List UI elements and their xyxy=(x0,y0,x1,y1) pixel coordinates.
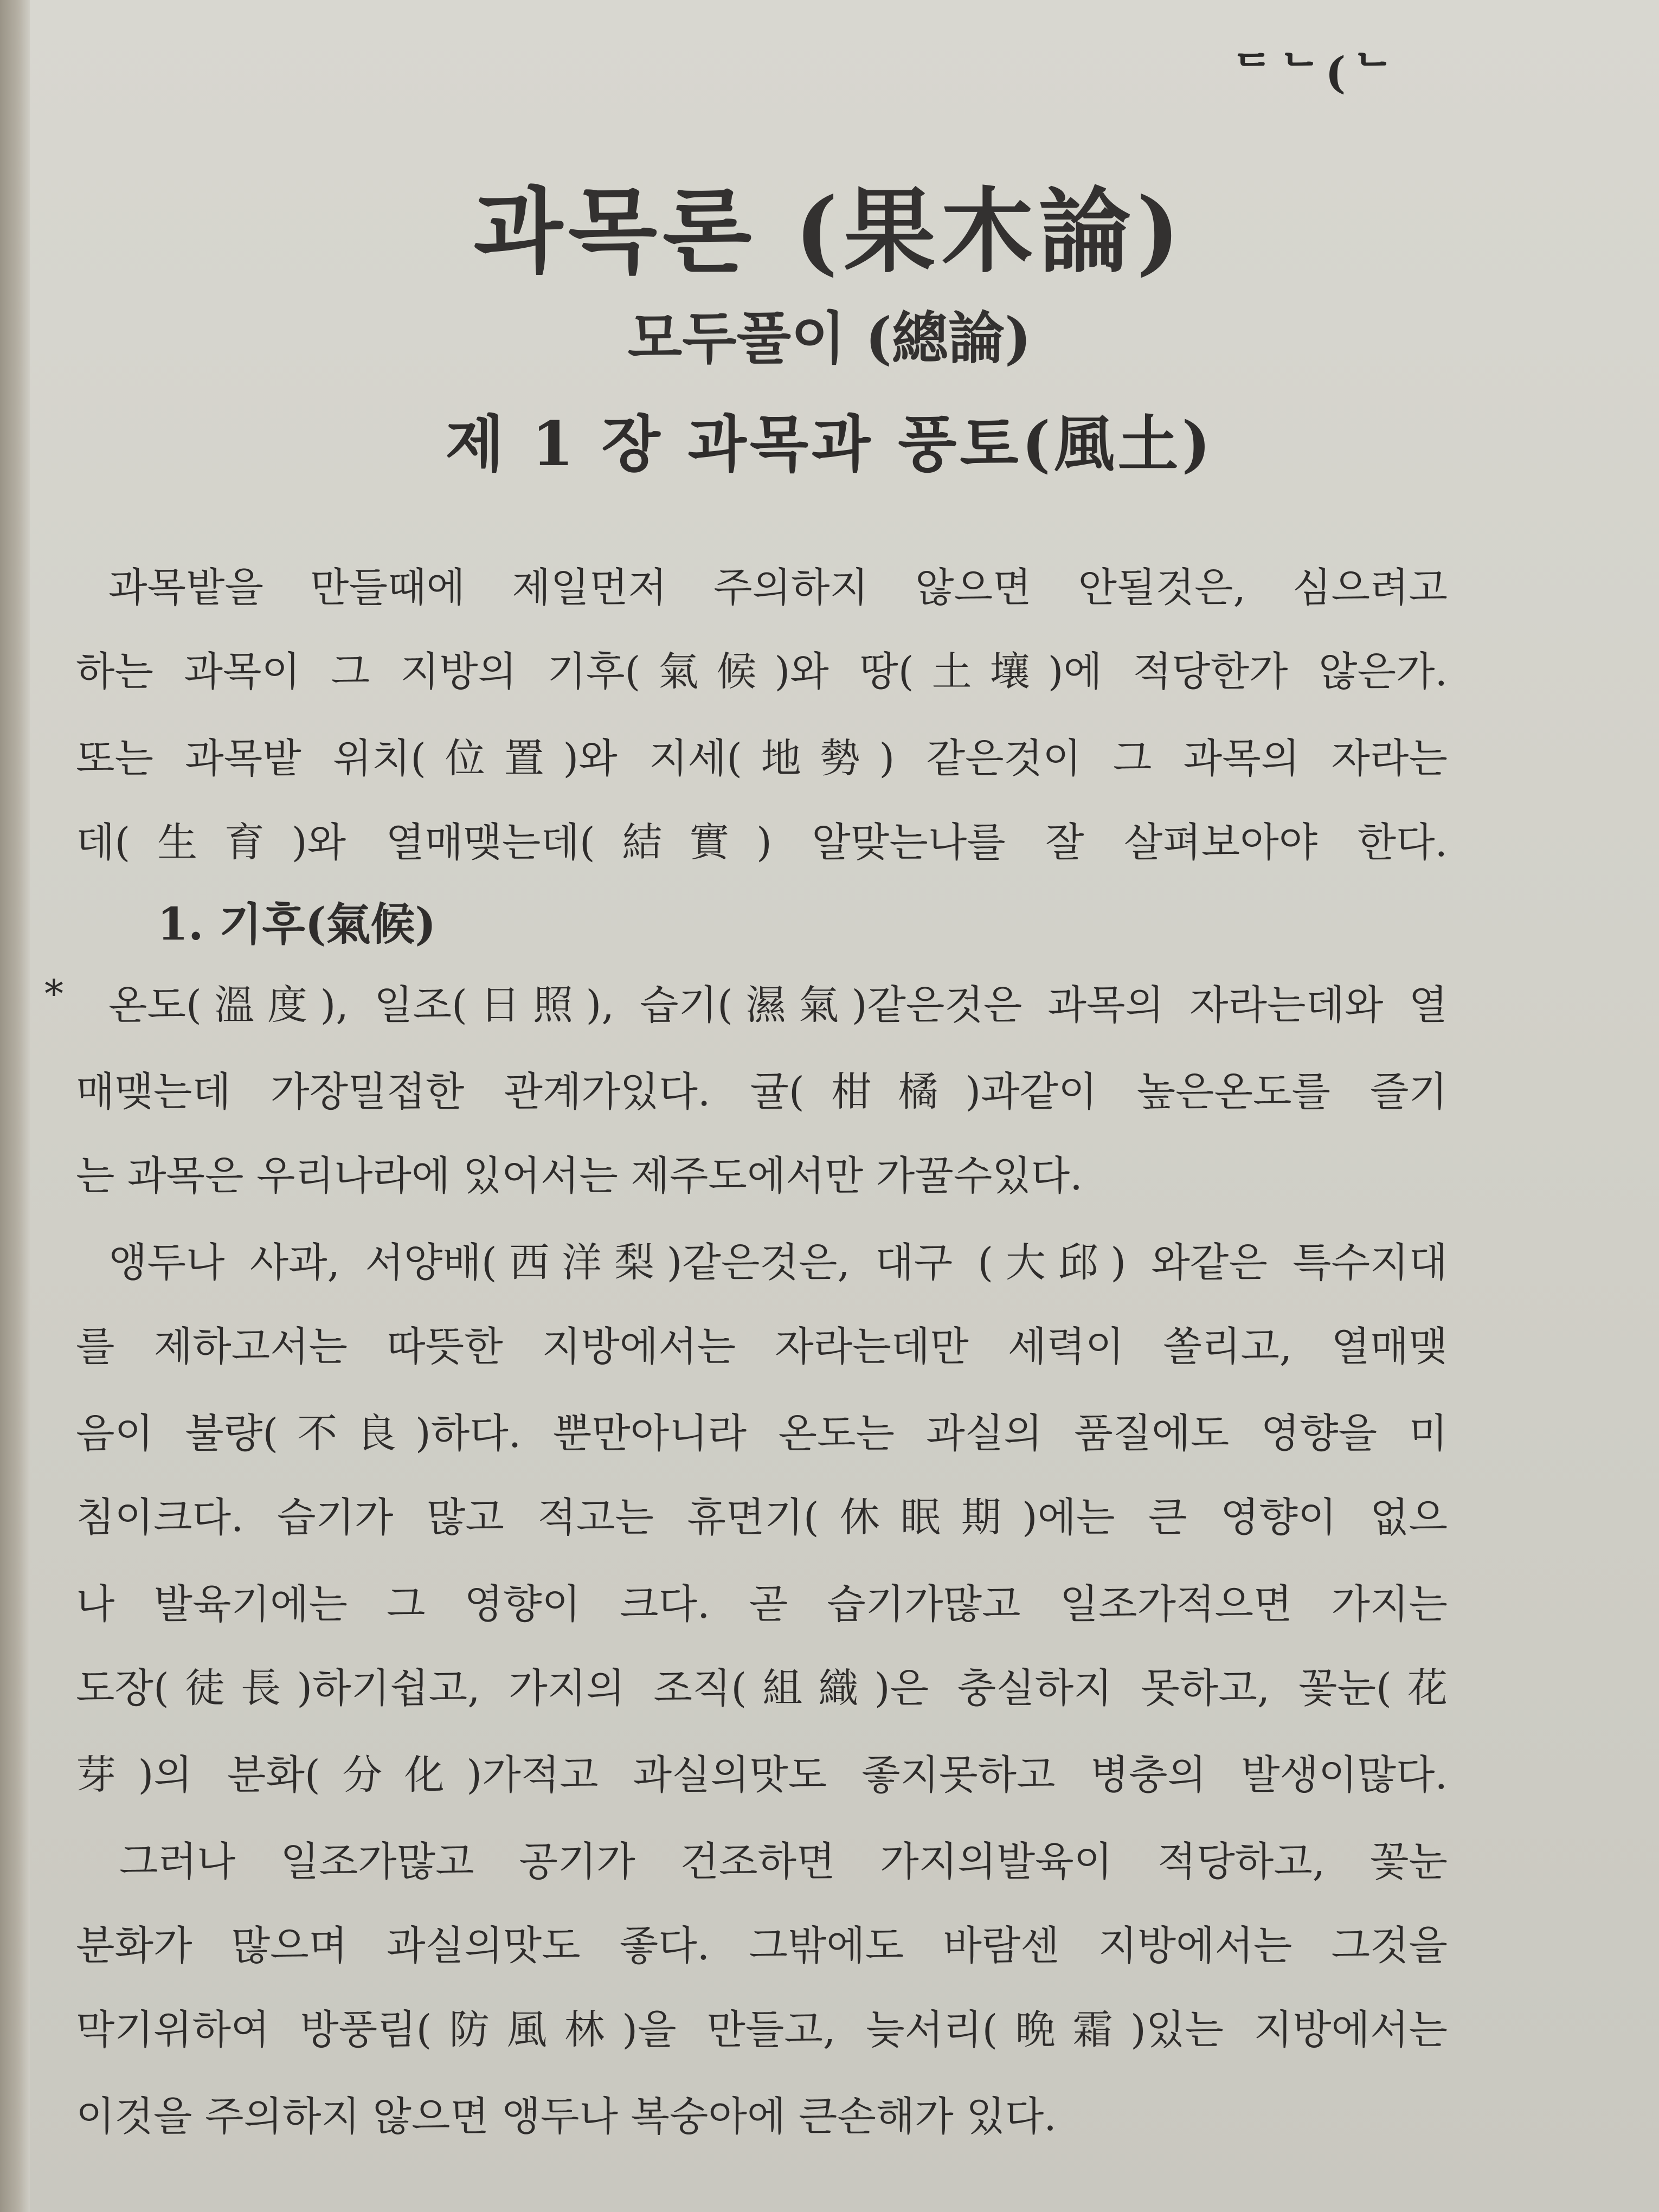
page-number-mark: ᄃᄂ(ᄂ xyxy=(1231,47,1399,98)
section-heading-climate: 1. 기후(氣候) xyxy=(157,898,436,950)
para2-line-7: 芽)의 분화(分化)가적고 과실의맛도 좋지못하고 병충의 발생이많다. xyxy=(76,1752,1448,1798)
page-title: 과목론 (果木論) xyxy=(473,177,1186,286)
intro-line-3: 또는 과목밭 위치(位置)와 지세(地勢) 같은것이 그 과목의 자라는 xyxy=(76,735,1448,782)
intro-line-2: 하는 과목이 그 지방의 기후(氣候)와 땅(土壤)에 적당한가 않은가. xyxy=(76,648,1448,695)
margin-asterisk-mark: * xyxy=(44,972,63,1016)
intro-line-1: 과목밭을 만들때에 제일먼저 주의하지 않으면 안될것은, 심으려고 xyxy=(108,564,1448,611)
para3-line-4: 이것을 주의하지 않으면 앵두나 복숭아에 큰손해가 있다. xyxy=(76,2093,1057,2140)
para2-line-4: 침이크다. 습기가 많고 적고는 휴면기(休眠期)에는 큰 영향이 없으 xyxy=(76,1494,1448,1541)
para2-line-6: 도장(徒長)하기쉽고, 가지의 조직(組織)은 충실하지 못하고, 꽃눈(花 xyxy=(76,1665,1448,1712)
para3-line-1: 그러나 일조가많고 공기가 건조하면 가지의발육이 적당하고, 꽃눈 xyxy=(119,1838,1448,1885)
para3-line-2: 분화가 많으며 과실의맛도 좋다. 그밖에도 바람센 지방에서는 그것을 xyxy=(76,1922,1448,1969)
intro-line-4: 데(生育)와 열매맺는데(結實) 알맞는나를 잘 살펴보아야 한다. xyxy=(76,819,1448,866)
para2-line-2: 를 제하고서는 따뜻한 지방에서는 자라는데만 세력이 쏠리고, 열매맺 xyxy=(76,1323,1448,1370)
para1-line-3: 는 과목은 우리나라에 있어서는 제주도에서만 가꿀수있다. xyxy=(76,1153,1083,1199)
para2-line-1: 앵두나 사과, 서양배(西洋梨)같은것은, 대구 (大邱) 와같은 특수지대 xyxy=(108,1239,1448,1286)
para3-line-3: 막기위하여 방풍림(防風林)을 만들고, 늦서리(晩霜)있는 지방에서는 xyxy=(76,2007,1448,2053)
para2-line-5: 나 발육기에는 그 영향이 크다. 곧 습기가많고 일조가적으면 가지는 xyxy=(76,1581,1448,1628)
para1-line-1: 온도(溫度), 일조(日照), 습기(濕氣)같은것은 과목의 자라는데와 열 xyxy=(108,982,1448,1028)
para1-line-2: 매맺는데 가장밀접한 관계가있다. 귤(柑橘)과같이 높은온도를 즐기 xyxy=(76,1069,1448,1115)
chapter-heading: 제 1 장 과목과 풍토(風土) xyxy=(445,409,1214,480)
page-subtitle: 모두풀이 (總論) xyxy=(627,305,1032,371)
para2-line-3: 음이 불량(不良)하다. 뿐만아니라 온도는 과실의 품질에도 영향을 미 xyxy=(76,1410,1448,1457)
